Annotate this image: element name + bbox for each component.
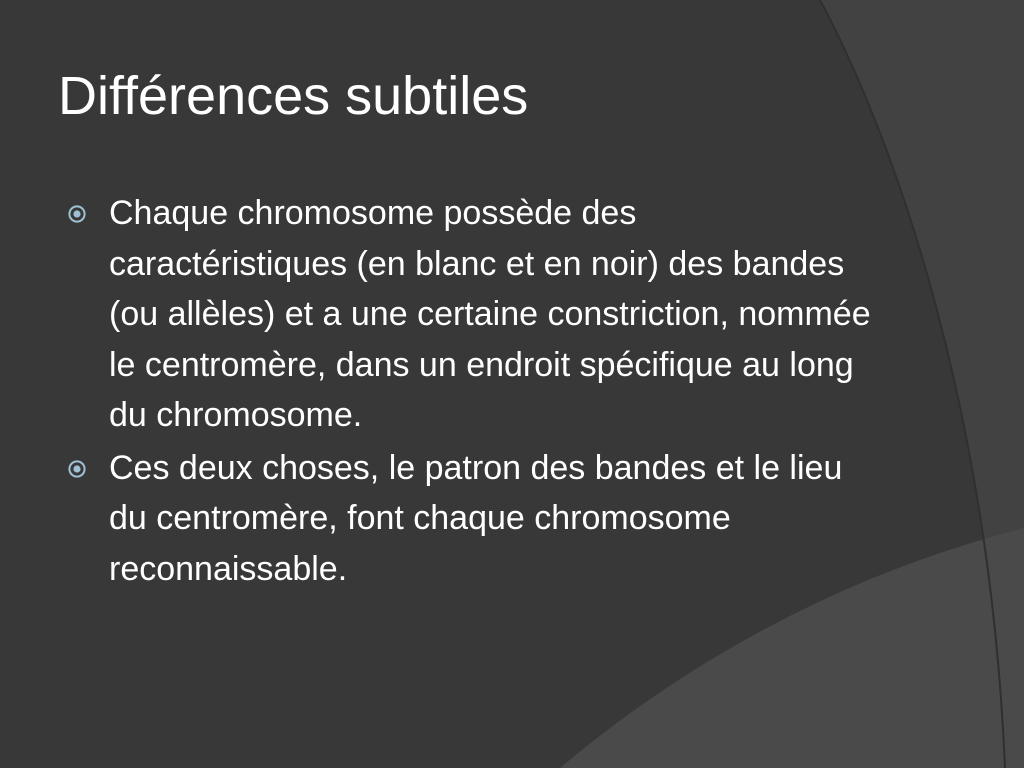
slide-title: Différences subtiles	[58, 66, 529, 126]
list-item	[58, 443, 878, 595]
target-bullet-icon	[68, 460, 86, 478]
bullet-text: Ces deux choses, le patron des bandes et le lieu du centromère, font chaque chromosome reconnaissable.	[109, 448, 843, 588]
bullet-list	[58, 188, 878, 596]
target-bullet-icon	[68, 205, 86, 223]
bullet-text: Chaque chromosome possède des caractéristiques (en blanc et en noir) des bandes (ou allèles) et a une certaine constriction, nommée le centromère, dans un endroit spécifique au long du chromosome.	[109, 194, 871, 434]
list-item	[58, 188, 878, 441]
